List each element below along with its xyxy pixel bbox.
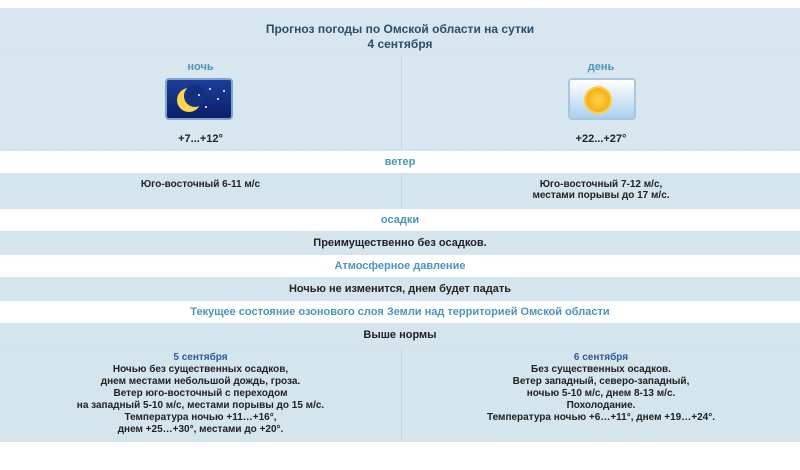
future-forecast-row <box>0 347 800 442</box>
forecast-right-panel <box>402 347 800 441</box>
day-temperature: +22...+27° <box>575 133 627 145</box>
pressure-label-row <box>0 255 800 278</box>
night-temperature: +7...+12° <box>178 133 223 145</box>
precip-label-row <box>0 209 800 232</box>
moon-shadow <box>184 85 206 107</box>
forecast-left-panel <box>0 347 402 441</box>
forecast-left-line: Температура ночью +11…+16°, <box>124 412 277 423</box>
top-spacer <box>0 0 800 8</box>
star-icon <box>205 106 207 108</box>
day-label: день <box>587 61 615 73</box>
forecast-left-line: Ночью без существенных осадков, <box>112 364 289 375</box>
star-icon <box>198 94 200 96</box>
precip-value-row <box>0 232 800 255</box>
pressure-value-row <box>0 278 800 301</box>
precip-value: Преимущественно без осадков. <box>313 237 487 249</box>
wind-label-row <box>0 151 800 174</box>
day-wind-line: Юго-восточный 7-12 м/с, <box>539 179 663 190</box>
wind-label: ветер <box>384 156 416 168</box>
forecast-left-date: 5 сентября <box>173 352 228 363</box>
night-panel <box>0 56 402 150</box>
forecast-date: 4 сентября <box>367 37 433 51</box>
forecast-left-line: днем местами небольшой дождь, гроза. <box>100 376 301 387</box>
forecast-left-line: днем +25…+30°, местами до +20°. <box>117 424 284 435</box>
forecast-right-text <box>402 352 800 424</box>
night-label: ночь <box>187 61 214 73</box>
night-wind-line: Юго-восточный 6-11 м/с <box>140 179 261 190</box>
day-wind-text <box>402 179 800 201</box>
periods-row <box>0 56 800 151</box>
forecast-right-line: Похолодание. <box>566 400 636 411</box>
day-panel <box>402 56 800 150</box>
ozone-value-row <box>0 324 800 347</box>
forecast-left-line: Ветер юго-восточный с переходом <box>113 388 288 399</box>
star-icon <box>223 90 225 92</box>
forecast-right-line: Без существенных осадков. <box>531 364 671 375</box>
star-icon <box>217 98 219 100</box>
sun-shape <box>586 88 610 112</box>
day-wind-line: местами порывы до 17 м/с. <box>532 190 670 201</box>
forecast-right-date: 6 сентября <box>573 352 629 363</box>
day-wind <box>402 174 800 208</box>
ozone-label-row <box>0 301 800 324</box>
page-title: Прогноз погоды по Омской области на сутки <box>265 22 535 36</box>
sun-icon <box>568 78 636 120</box>
forecast-left-text <box>0 352 401 436</box>
forecast-right-line: Ветер западный, северо-западный, <box>512 376 690 387</box>
wind-values-row <box>0 174 800 209</box>
forecast-left-line: на западный 5-10 м/с, местами порывы до 15 м/с. <box>76 400 325 411</box>
forecast-right-line: ночью 5-10 м/с, днем 8-13 м/с. <box>526 388 676 399</box>
precip-label: осадки <box>380 214 420 226</box>
forecast-right-line: Температура ночью +6…+11°, днем +19…+24°. <box>487 412 715 423</box>
night-wind-text <box>0 179 401 190</box>
forecast-header <box>0 8 800 56</box>
pressure-label: Атмосферное давление <box>334 260 466 272</box>
star-icon <box>209 88 211 90</box>
ozone-label: Текущее состояние озонового слоя Земли над территорией Омской области <box>190 306 610 318</box>
moon-icon <box>165 78 233 120</box>
ozone-value: Выше нормы <box>363 329 437 341</box>
night-wind <box>0 174 402 208</box>
pressure-value: Ночью не изменится, днем будет падать <box>288 283 511 295</box>
